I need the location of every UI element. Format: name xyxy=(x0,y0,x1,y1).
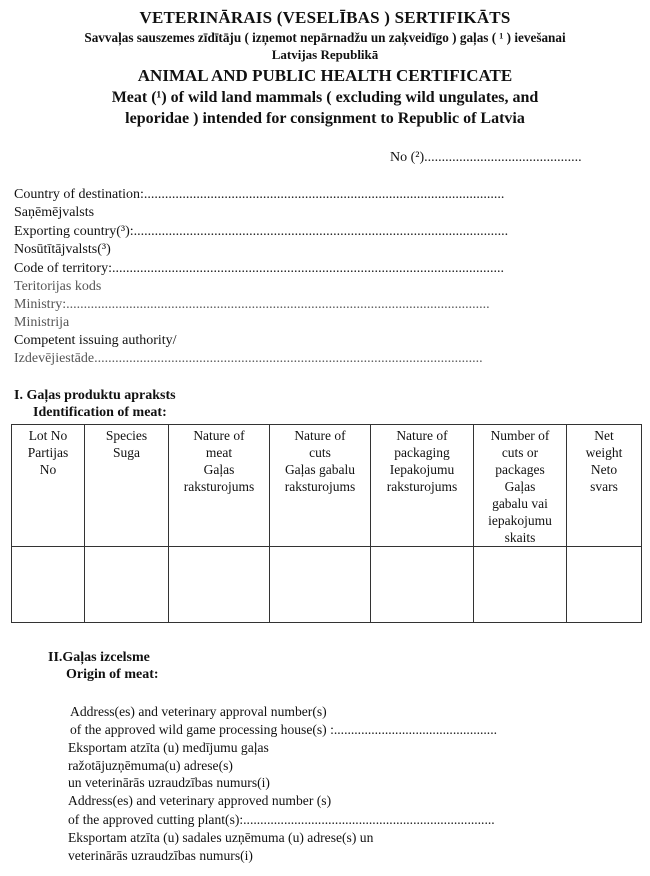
subtitle-en-line-1: Meat (¹) of wild land mammals ( excluding wild ungulates, and xyxy=(111,89,539,106)
exporting-country-label-lv: Nosūtītājvalsts(³) xyxy=(14,242,111,257)
competent-authority-field[interactable]: Izdevējiestāde............................................................................................................... xyxy=(14,351,483,366)
country-lv: Latvijas Republikā xyxy=(271,47,379,62)
column-header: Number of cuts or packages Gaļas gabalu vai iepakojumu skaits xyxy=(474,425,567,547)
subtitle-lv: Savvaļas sauszemes zīdītāju ( izņemot nepārnadžu un zaķveidīgo ) gaļas ( ¹ ) ievešanai xyxy=(84,30,566,45)
table-header-row xyxy=(12,425,642,547)
country-of-destination-label-lv: Saņēmējvalsts xyxy=(14,205,95,220)
table-cell-lot-no[interactable] xyxy=(12,547,85,623)
section-2-title-lv: II.Gaļas izcelsme xyxy=(48,650,150,665)
origin-line: veterinārās uzraudzības numurs(i) xyxy=(68,848,253,863)
code-of-territory-field[interactable]: Code of territory:................................................................................................................ xyxy=(14,261,504,276)
column-header: Nature of packaging Iepakojumu raksturojums xyxy=(371,425,474,547)
origin-line: Eksportam atzīta (u) medījumu gaļas xyxy=(68,740,269,755)
column-header: Nature of meat Gaļas raksturojums xyxy=(169,425,270,547)
country-of-destination-field[interactable]: Country of destination:....................................................................................................... xyxy=(14,187,505,202)
ministry-field[interactable]: Ministry:......................................................................................................................... xyxy=(14,297,490,312)
processing-house-field[interactable]: of the approved wild game processing house(s) :................................................ xyxy=(70,722,498,737)
origin-line: Address(es) and veterinary approved number (s) xyxy=(68,793,332,808)
section-1-title-en: Identification of meat: xyxy=(33,405,167,420)
origin-line: Address(es) and veterinary approval number(s) xyxy=(70,704,327,719)
code-of-territory-label-lv: Teritorijas kods xyxy=(14,279,102,294)
meat-identification-table xyxy=(11,424,642,623)
table-cell-net-weight[interactable] xyxy=(567,547,642,623)
cutting-plant-field[interactable]: of the approved cutting plant(s):.......................................................................... xyxy=(68,812,495,827)
table-cell-species[interactable] xyxy=(85,547,169,623)
certificate-number-field[interactable]: No (²)............................................. xyxy=(390,150,582,165)
column-header: Nature of cuts Gaļas gabalu raksturojums xyxy=(270,425,371,547)
column-header: Net weight Neto svars xyxy=(567,425,642,547)
exporting-country-field[interactable]: Exporting country(³):........................................................................................................... xyxy=(14,224,509,239)
column-header: Species Suga xyxy=(85,425,169,547)
subtitle-en-line-2: leporidae ) intended for consignment to Republic of Latvia xyxy=(125,110,525,127)
table-cell-nature-of-packaging[interactable] xyxy=(371,547,474,623)
table-cell-nature-of-cuts[interactable] xyxy=(270,547,371,623)
section-2-title-en: Origin of meat: xyxy=(66,667,159,682)
section-1-title-lv: I. Gaļas produktu apraksts xyxy=(14,388,176,403)
table-cell-number-of-packages[interactable] xyxy=(474,547,567,623)
origin-line: Eksportam atzīta (u) sadales uzņēmuma (u) adrese(s) un xyxy=(68,830,374,845)
ministry-label-lv: Ministrija xyxy=(14,315,70,330)
origin-line: un veterinārās uzraudzības numurs(i) xyxy=(68,775,270,790)
title-en: ANIMAL AND PUBLIC HEALTH CERTIFICATE xyxy=(137,66,513,85)
table-row xyxy=(12,547,642,623)
competent-authority-label: Competent issuing authority/ xyxy=(14,333,177,348)
table-cell-nature-of-meat[interactable] xyxy=(169,547,270,623)
column-header: Lot No Partijas No xyxy=(12,425,85,547)
title-lv: VETERINĀRAIS (VESELĪBAS ) SERTIFIKĀTS xyxy=(139,8,511,27)
origin-line: ražotājuzņēmuma(u) adrese(s) xyxy=(68,758,233,773)
